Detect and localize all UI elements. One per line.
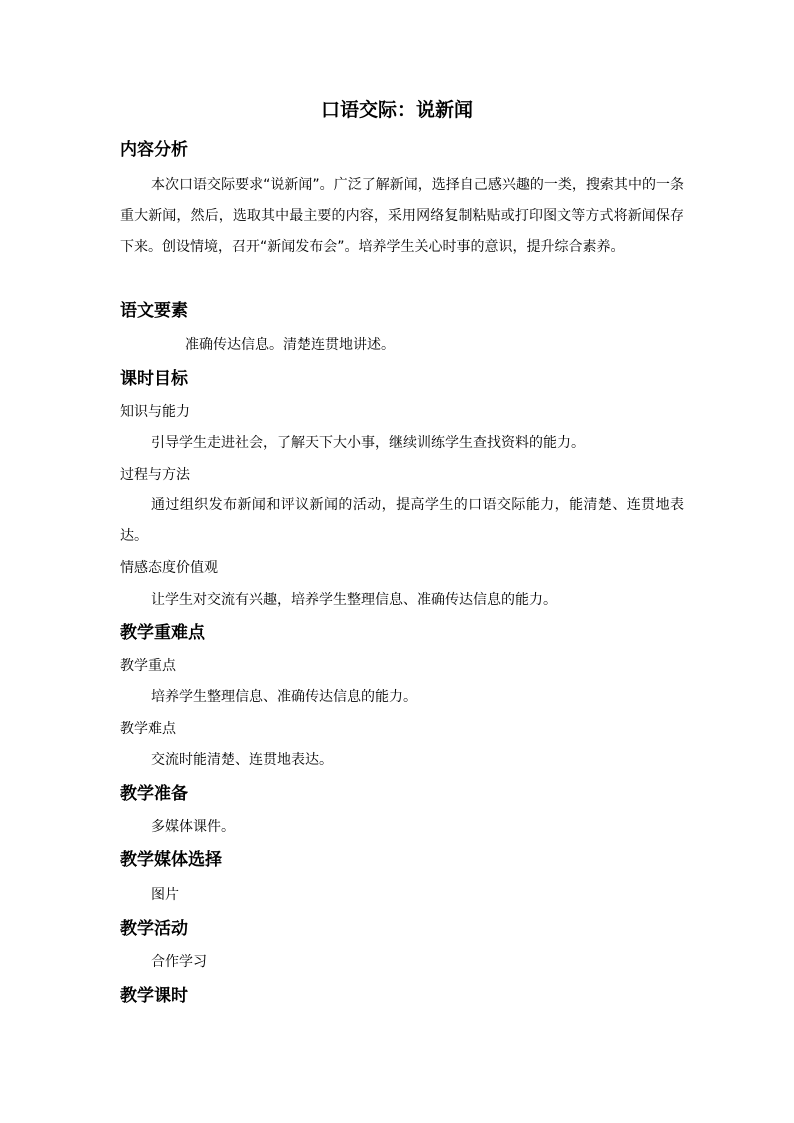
heading-media: 教学媒体选择 [120,850,222,870]
text-media: 图片 [151,887,179,903]
heading-key-points: 教学重难点 [120,623,205,643]
heading-content-analysis: 内容分析 [120,140,188,160]
text-process: 通过组织发布新闻和评议新闻的活动，提高学生的口语交际能力，能清楚、连贯地表达。 [120,497,684,544]
label-knowledge: 知识与能力 [120,404,190,420]
text-activity: 合作学习 [151,954,207,970]
heading-objectives: 课时目标 [120,369,188,389]
text-emotion: 让学生对交流有兴趣，培养学生整理信息、准确传达信息的能力。 [151,592,557,608]
heading-preparation: 教学准备 [120,784,188,804]
text-focus: 培养学生整理信息、准确传达信息的能力。 [151,689,417,705]
document-title: 口语交际：说新闻 [320,99,473,121]
heading-language-elements: 语文要素 [120,301,188,321]
text-difficulty: 交流时能清楚、连贯地表达。 [151,752,333,768]
text-language-elements: 准确传达信息。清楚连贯地讲述。 [185,337,395,353]
label-process: 过程与方法 [120,467,190,483]
text-preparation: 多媒体课件。 [151,819,235,835]
label-difficulty: 教学难点 [120,721,176,737]
heading-hours: 教学课时 [120,986,188,1006]
heading-activity: 教学活动 [120,919,188,939]
paragraph-content-analysis: 本次口语交际要求“说新闻”。广泛了解新闻，选择自己感兴趣的一类，搜索其中的一条重大新闻，然后，选取其中最主要的内容，采用网络复制粘贴或打印图文等方式将新闻保存下来。创设情境，召开“新闻发布会”。培养学生关心时事的意识，提升综合素养。 [120,177,684,255]
text-knowledge: 引导学生走进社会，了解天下大小事，继续训练学生查找资料的能力。 [151,435,585,451]
label-emotion: 情感态度价值观 [120,560,218,576]
label-focus: 教学重点 [120,658,176,674]
